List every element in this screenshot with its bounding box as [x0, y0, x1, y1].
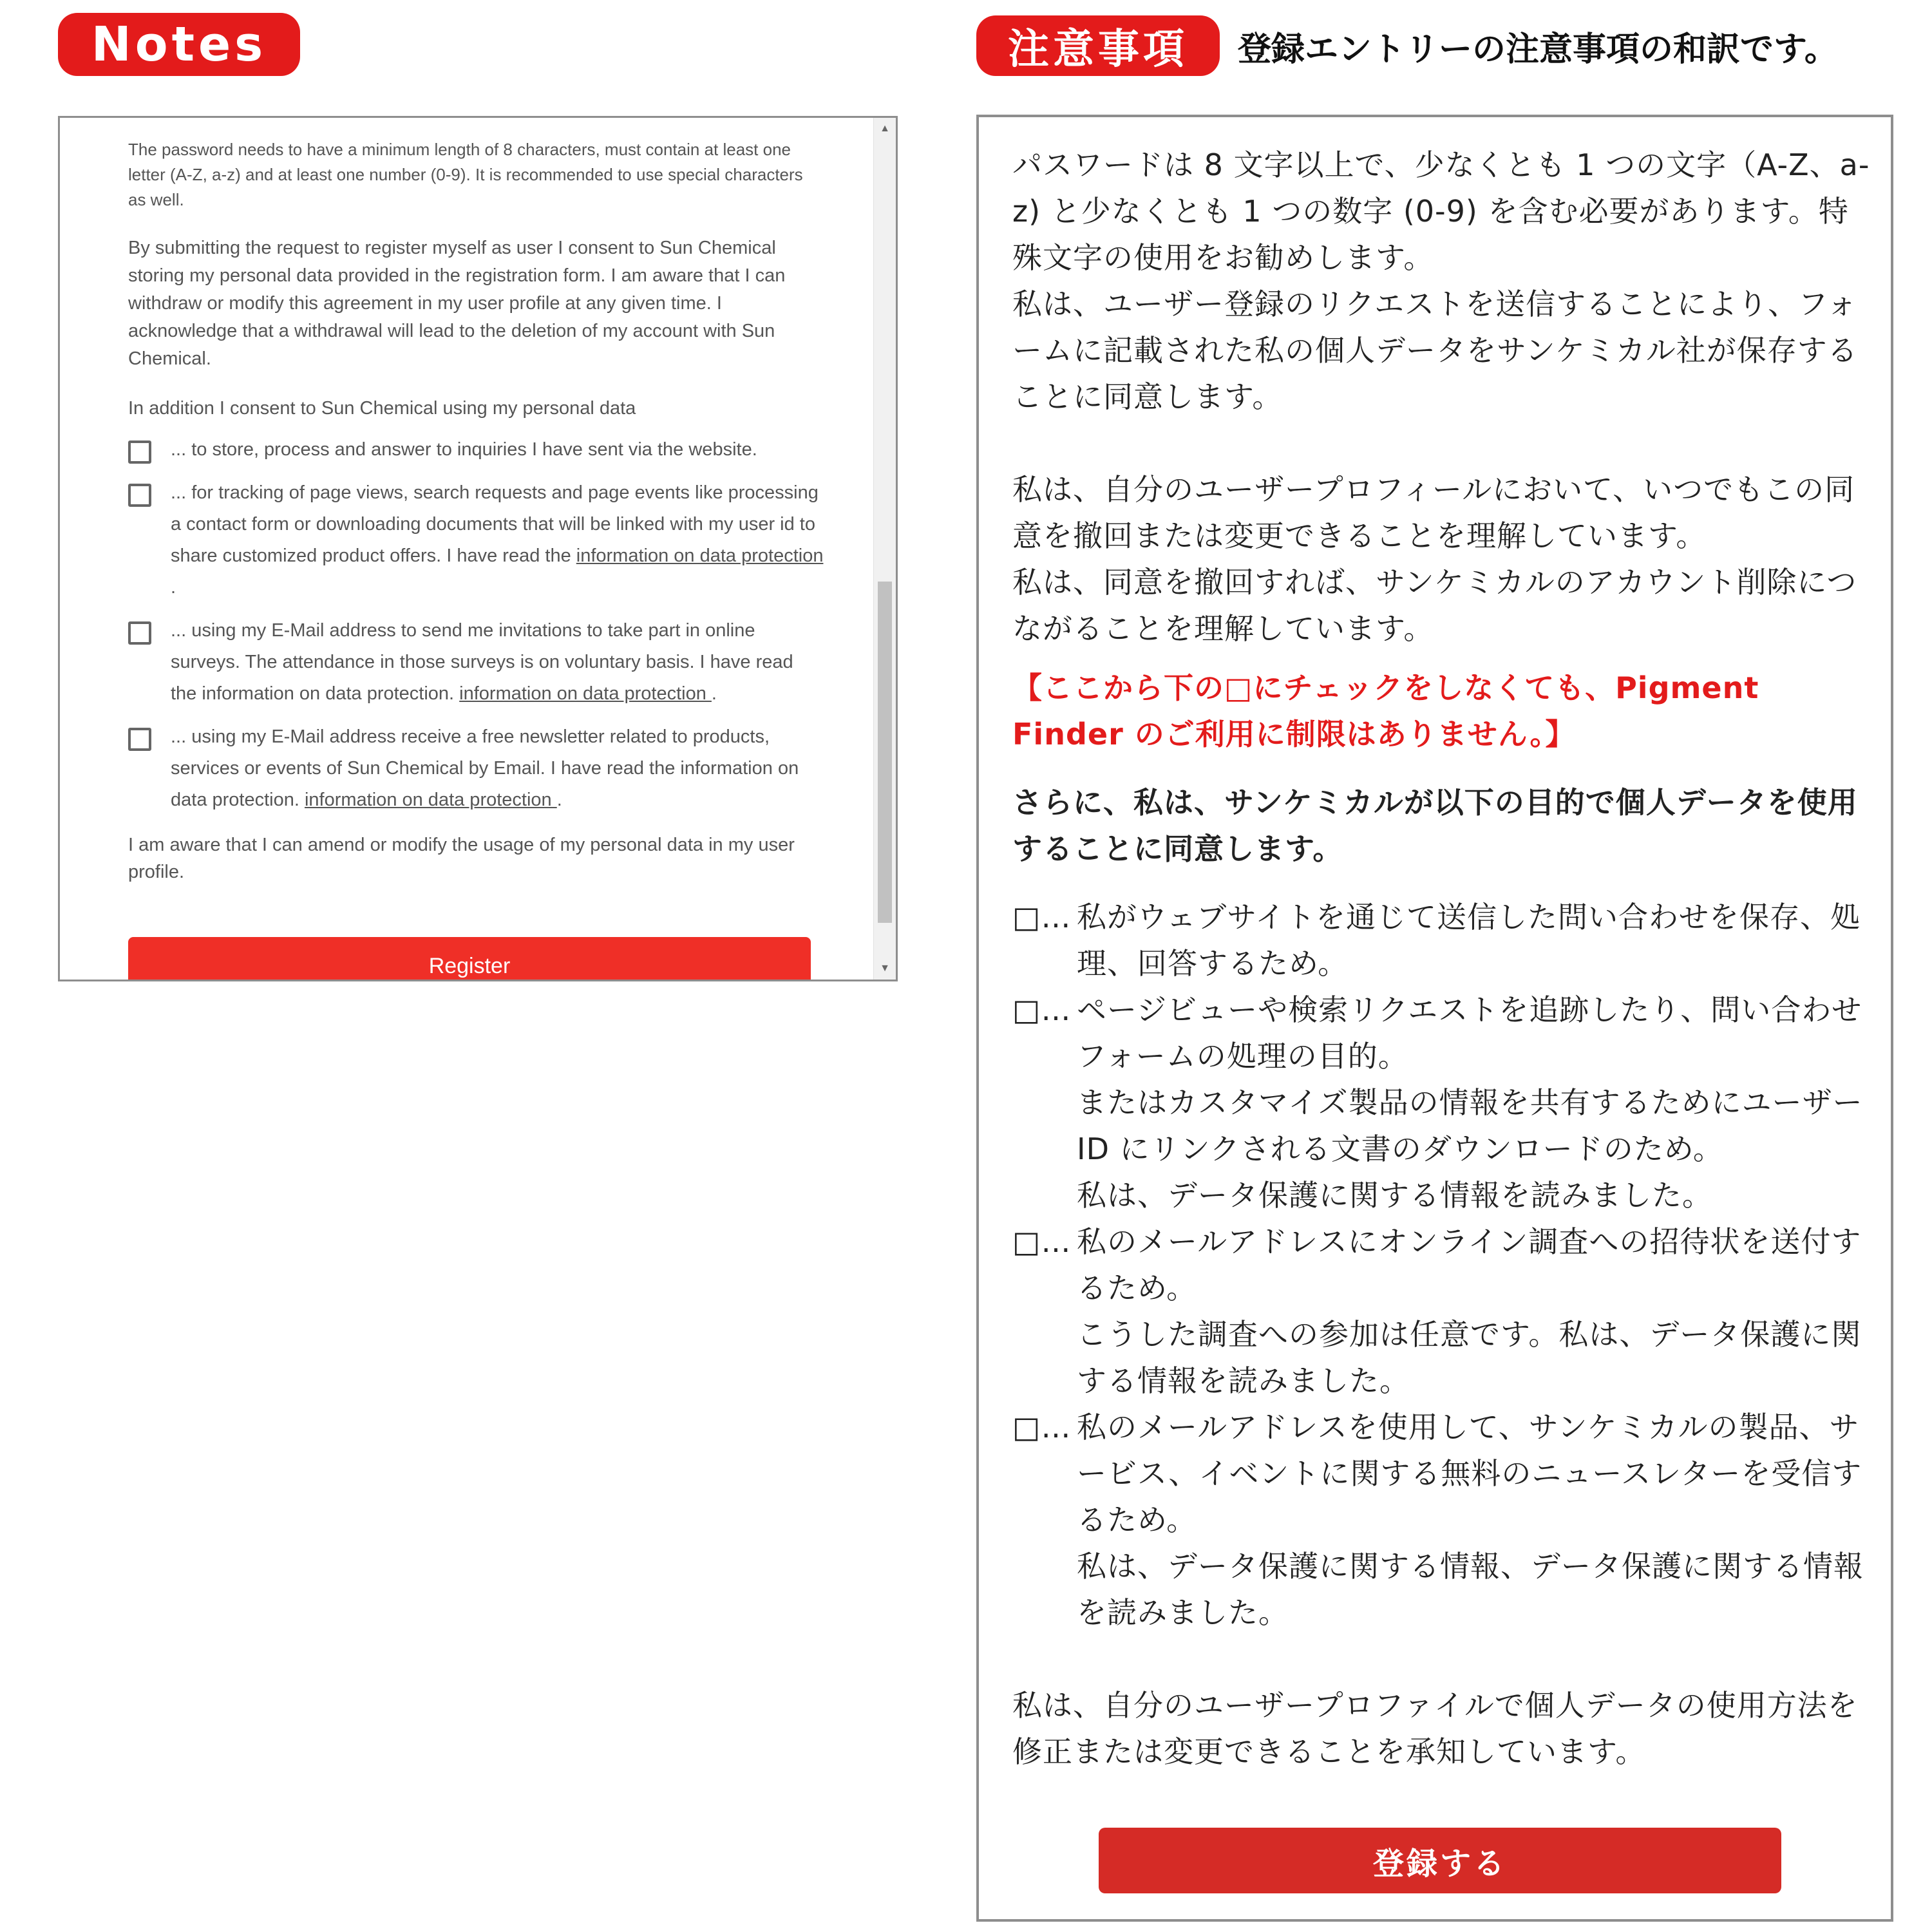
- option-line: 私は、データ保護に関する情報を読みました。: [1077, 1178, 1712, 1213]
- translation-option-list: [1012, 894, 1875, 1636]
- translation-deletion: 私は、同意を撤回すれば、サンケミカルのアカウント削除につながることを理解しています。: [1012, 565, 1857, 646]
- scroll-down-arrow-icon[interactable]: ▼: [880, 963, 890, 974]
- empty-checkbox-icon[interactable]: [128, 728, 151, 751]
- consent-option-tracking: [128, 481, 824, 603]
- translation-additional-consent: さらに、私は、サンケミカルが以下の目的で個人データを使用することに同意します。: [1012, 785, 1858, 866]
- translation-withdraw: 私は、自分のユーザープロフィールにおいて、いつでもこの同意を撤回または変更できることを理解しています。: [1012, 472, 1855, 553]
- translation-consent: 私は、ユーザー登録のリクエストを送信することにより、フォームに記載された私の個人データをサンケミカル社が保存することに同意します。: [1012, 287, 1858, 414]
- option-line: またはカスタマイズ製品の情報を共有するためにユーザー ID にリンクされる文書のダウンロードのため。: [1077, 1085, 1863, 1166]
- data-protection-link[interactable]: information on data protection: [459, 683, 712, 704]
- consent-option-surveys: [128, 619, 824, 710]
- checkbox-mark: □…: [1012, 900, 1072, 934]
- empty-checkbox-icon[interactable]: [128, 440, 151, 464]
- jp-subtitle: 登録エントリーの注意事項の和訳です。: [1238, 30, 1838, 69]
- aware-text: I am aware that I can amend or modify the usage of my personal data in my user profile.: [128, 835, 795, 882]
- translation-option: [1012, 1404, 1875, 1636]
- option-line: 私がウェブサイトを通じて送信した問い合わせを保存、処理、回答するため。: [1077, 900, 1861, 981]
- translation-panel: [976, 115, 1893, 1922]
- option-line: 私のメールアドレスを使用して、サンケミカルの製品、サービス、イベントに関する無料のニュースレターを受信するため。: [1077, 1410, 1862, 1537]
- consent-option-newsletter: [128, 725, 824, 816]
- red-notice: 【ここから下の□にチェックをしなくても、Pigment Finder のご利用に制限はありません。】: [1012, 670, 1759, 752]
- translation-option: [1012, 987, 1875, 1218]
- consent-option-inquiries: [128, 438, 824, 466]
- password-note: The password needs to have a minimum length of 8 characters, must contain at least one letter (A-Z, a-z) and at least one number (0-9). It is recommended to use special characters as well.: [128, 140, 803, 209]
- option-text: ... using my E-Mail address receive a free newsletter related to products, services or events of Sun Chemical by Email. I have read the information on data protection. information on data protection .: [171, 726, 799, 810]
- register-button-jp[interactable]: 登録する: [1099, 1828, 1781, 1893]
- checkbox-mark: □…: [1012, 1410, 1072, 1444]
- jp-notes-heading: 注意事項: [976, 15, 1220, 76]
- empty-checkbox-icon[interactable]: [128, 484, 151, 507]
- registration-form-panel: [58, 116, 898, 981]
- scroll-thumb[interactable]: [878, 582, 892, 923]
- translation-closing: 私は、自分のユーザープロファイルで個人データの使用方法を修正または変更できることを承知しています。: [1012, 1688, 1858, 1769]
- additional-consent-text: In addition I consent to Sun Chemical using my personal data: [128, 398, 636, 419]
- option-text: ... to store, process and answer to inquiries I have sent via the website.: [171, 439, 757, 460]
- translation-option: [1012, 1218, 1875, 1404]
- translation-option: [1012, 894, 1875, 987]
- checkbox-mark: □…: [1012, 992, 1072, 1027]
- consent-text: By submitting the request to register myself as user I consent to Sun Chemical storing my personal data provided in the registration form. I am aware that I can withdraw or modify this agreement in my user profile at any given time. I acknowledge that a withdrawal will lead to the deletion of my account with Sun Chemical.: [128, 238, 786, 369]
- option-text: ... for tracking of page views, search requests and page events like processing a contact form or downloading documents that will be linked with my user id to share customized product offers. I have read the information on data protection .: [171, 482, 824, 598]
- checkbox-mark: □…: [1012, 1224, 1072, 1259]
- option-text: ... using my E-Mail address to send me invitations to take part in online surveys. The attendance in those surveys is on voluntary basis. I have read the information on data protection. information on data protection .: [171, 620, 793, 704]
- notes-heading: Notes: [58, 13, 300, 76]
- option-line: 私のメールアドレスにオンライン調査への招待状を送付するため。: [1077, 1224, 1862, 1305]
- translation-password-note: パスワードは 8 文字以上で、少なくとも 1 つの文字（A-Z、a-z) と少なくとも 1 つの数字 (0-9) を含む必要があります。特殊文字の使用をお勧めします。: [1012, 147, 1870, 275]
- scroll-up-arrow-icon[interactable]: ▲: [880, 123, 890, 134]
- form-content: [128, 137, 824, 886]
- option-line: ページビューや検索リクエストを追跡したり、問い合わせフォームの処理の目的。: [1077, 992, 1862, 1074]
- data-protection-link[interactable]: information on data protection: [304, 790, 557, 810]
- option-line: こうした調査への参加は任意です。私は、データ保護に関する情報を読みました。: [1077, 1317, 1862, 1398]
- scrollbar[interactable]: [873, 118, 896, 980]
- empty-checkbox-icon[interactable]: [128, 621, 151, 645]
- register-button[interactable]: Register: [128, 937, 811, 981]
- data-protection-link[interactable]: information on data protection: [576, 545, 824, 566]
- translation-content: [1012, 142, 1875, 1775]
- option-line: 私は、データ保護に関する情報、データ保護に関する情報を読みました。: [1077, 1549, 1864, 1630]
